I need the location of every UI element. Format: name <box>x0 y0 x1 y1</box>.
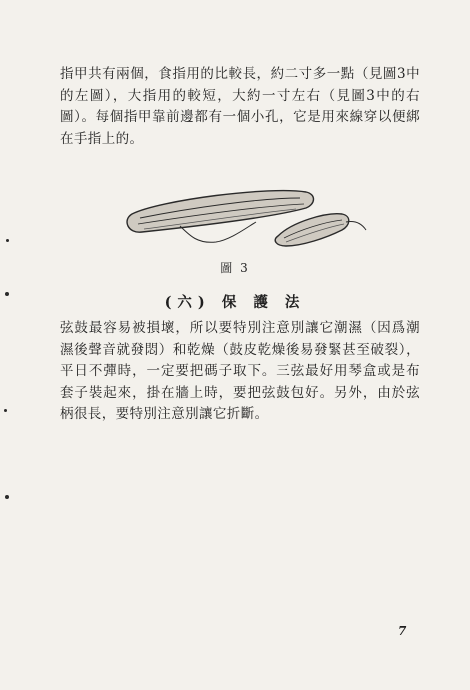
paragraph-protection: 弦鼓最容易被損壞，所以要特別注意別讓它潮濕（因爲潮濕後聲音就發悶）和乾燥（鼓皮乾燥後易發緊甚至破裂），平日不彈時，一定要把碼子取下。三弦最好用琴盒或是布套子裝起來，掛在牆上時，要把弦鼓包好。另外，由於弦柄很長，要特別注意別讓它折斷。 <box>60 320 420 422</box>
figure-fingernail-picks <box>120 182 370 262</box>
section-title: (六) 保 護 法 <box>164 294 306 311</box>
margin-speck <box>6 239 9 242</box>
paragraph-fingernail-picks: 指甲共有兩個，食指用的比較長，約二寸多一點（見圖3中的左圖），大指用的較短，大約一寸左右（見圖3中的右圖）。每個指甲靠前邊都有一個小孔，它是用來線穿以便綁在手指上的。 <box>60 66 420 147</box>
margin-speck <box>5 495 9 499</box>
page-number: 7 <box>398 624 407 638</box>
margin-speck <box>4 409 7 412</box>
figure-caption: 圖 3 <box>220 261 250 275</box>
short-fingernail-pick-icon <box>275 214 366 246</box>
